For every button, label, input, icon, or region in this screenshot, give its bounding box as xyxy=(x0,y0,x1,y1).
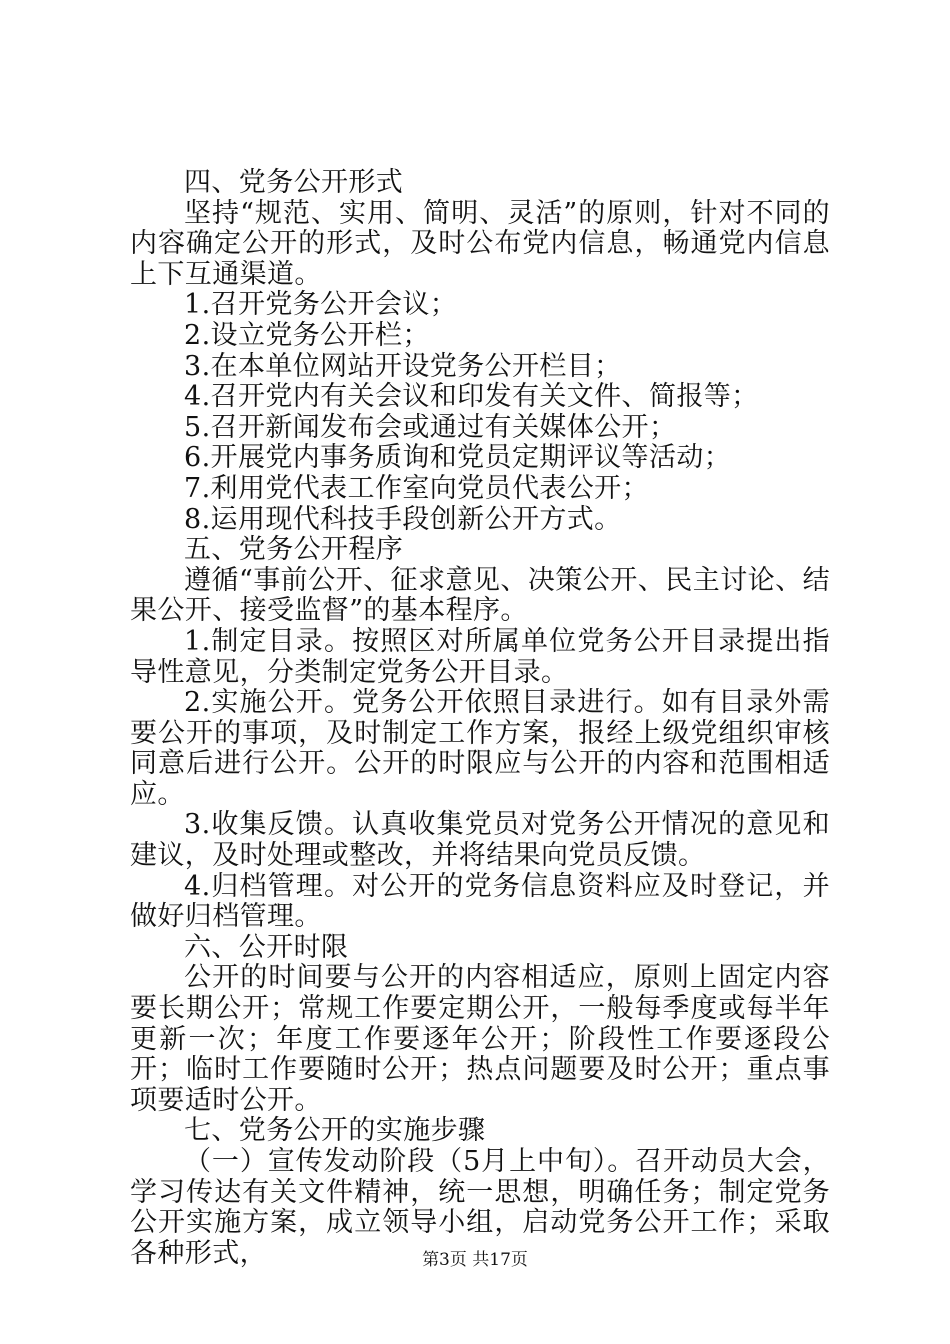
section-heading-5: 五、党务公开程序 xyxy=(184,534,404,566)
list-item: 3.收集反馈。认真收集党员对党务公开情况的意见和建议，及时处理或整改，并将结果向党员反馈。 xyxy=(130,809,830,872)
list-item: 7.利用党代表工作室向党员代表公开； xyxy=(184,472,649,504)
list-item: 1.制定目录。按照区对所属单位党务公开目录提出指导性意见，分类制定党务公开目录。 xyxy=(130,625,830,688)
list-item: 6.开展党内事务质询和党员定期评议等活动； xyxy=(184,442,732,474)
paragraph: 坚持“规范、实用、简明、灵活”的原则，针对不同的内容确定公开的形式，及时公布党内信息，畅通党内信息上下互通渠道。 xyxy=(130,197,830,290)
page-footer: 第3页 共17页 xyxy=(422,1250,528,1270)
list-item: 5.召开新闻发布会或通过有关媒体公开； xyxy=(184,411,677,443)
paragraph: （一）宣传发动阶段（5月上中旬）。召开动员大会，学习传达有关文件精神，统一思想，明确任务；制定党务公开实施方案，成立领导小组，启动党务公开工作；采取各种形式， xyxy=(130,1146,830,1269)
list-item: 1.召开党务公开会议； xyxy=(184,289,458,321)
paragraph: 公开的时间要与公开的内容相适应，原则上固定内容要长期公开；常规工作要定期公开，一般每季度或每半年更新一次；年度工作要逐年公开；阶段性工作要逐段公开；临时工作要随时公开；热点问题要及时公开；重点事项要适时公开。 xyxy=(130,962,830,1116)
paragraph: 遵循“事前公开、征求意见、决策公开、民主讨论、结果公开、接受监督”的基本程序。 xyxy=(130,564,830,627)
document-body xyxy=(130,168,830,1269)
section-heading-4: 四、党务公开形式 xyxy=(184,167,404,198)
list-item: 4.召开党内有关会议和印发有关文件、简报等； xyxy=(184,381,759,413)
list-item: 2.实施公开。党务公开依照目录进行。如有目录外需要公开的事项，及时制定工作方案，报经上级党组织审核同意后进行公开。公开的时限应与公开的内容和范围相适应。 xyxy=(130,687,830,810)
section-heading-6: 六、公开时限 xyxy=(184,931,349,963)
section-heading-7: 七、党务公开的实施步骤 xyxy=(184,1115,486,1147)
list-item: 4.归档管理。对公开的党务信息资料应及时登记，并做好归档管理。 xyxy=(130,870,830,933)
list-item: 2.设立党务公开栏； xyxy=(184,319,430,351)
list-item: 8.运用现代科技手段创新公开方式。 xyxy=(184,503,622,535)
list-item: 3.在本单位网站开设党务公开栏目； xyxy=(184,350,622,382)
